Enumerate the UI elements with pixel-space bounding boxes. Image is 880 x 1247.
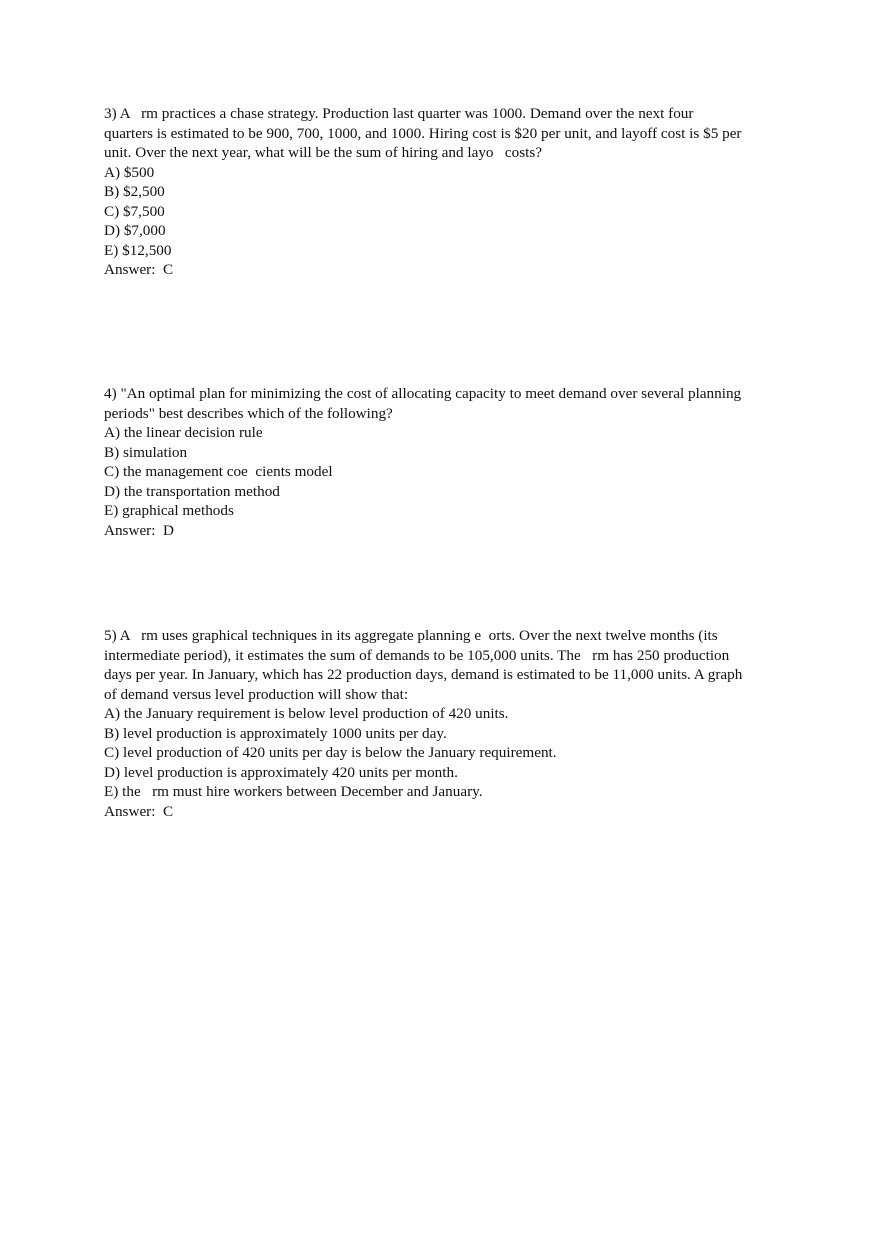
question-stem-line: quarters is estimated to be 900, 700, 1000, and 1000. Hiring cost is $20 per unit, and layoff cost is $5 per	[104, 124, 742, 142]
question-stem-line: periods" best describes which of the following?	[104, 404, 393, 422]
answer-option-c: C) level production of 420 units per day is below the January requirement.	[104, 744, 557, 761]
answer-option-b: B) simulation	[104, 443, 188, 461]
answer-key: Answer: C	[104, 261, 174, 278]
answer-option-e: E) $12,500	[104, 241, 172, 259]
answer-option-d: D) level production is approximately 420 units per month.	[104, 763, 458, 781]
answer-key: Answer: D	[104, 521, 175, 539]
answer-option-d: D) $7,000	[104, 222, 166, 239]
question-stem-line: intermediate period), it estimates the sum of demands to be 105,000 units. The rm has 250 production	[104, 646, 730, 664]
question-3	[104, 104, 784, 280]
question-4	[104, 384, 784, 540]
question-stem-line: of demand versus level production will show that:	[104, 685, 409, 703]
question-5	[104, 626, 784, 821]
answer-option-a: A) the January requirement is below level production of 420 units.	[104, 705, 509, 722]
question-stem-line: unit. Over the next year, what will be the sum of hiring and layo costs?	[104, 144, 543, 161]
answer-option-e: E) graphical methods	[104, 502, 234, 519]
question-stem-line: 4) "An optimal plan for minimizing the cost of allocating capacity to meet demand over several planning	[104, 385, 742, 402]
answer-option-a: A) $500	[104, 163, 155, 181]
answer-option-c: C) the management coe cients model	[104, 463, 333, 480]
answer-key: Answer: C	[104, 802, 174, 820]
question-stem-line: 3) A rm practices a chase strategy. Production last quarter was 1000. Demand over the next four	[104, 105, 694, 122]
answer-option-b: B) level production is approximately 1000 units per day.	[104, 724, 447, 742]
answer-option-c: C) $7,500	[104, 202, 165, 220]
answer-option-e: E) the rm must hire workers between December and January.	[104, 783, 483, 800]
question-stem-line: 5) A rm uses graphical techniques in its aggregate planning e orts. Over the next twelve months (its	[104, 627, 718, 644]
answer-option-b: B) $2,500	[104, 183, 165, 200]
question-stem-line: days per year. In January, which has 22 production days, demand is estimated to be 11,000 units. A graph	[104, 666, 743, 683]
answer-option-d: D) the transportation method	[104, 482, 280, 500]
answer-option-a: A) the linear decision rule	[104, 424, 263, 441]
